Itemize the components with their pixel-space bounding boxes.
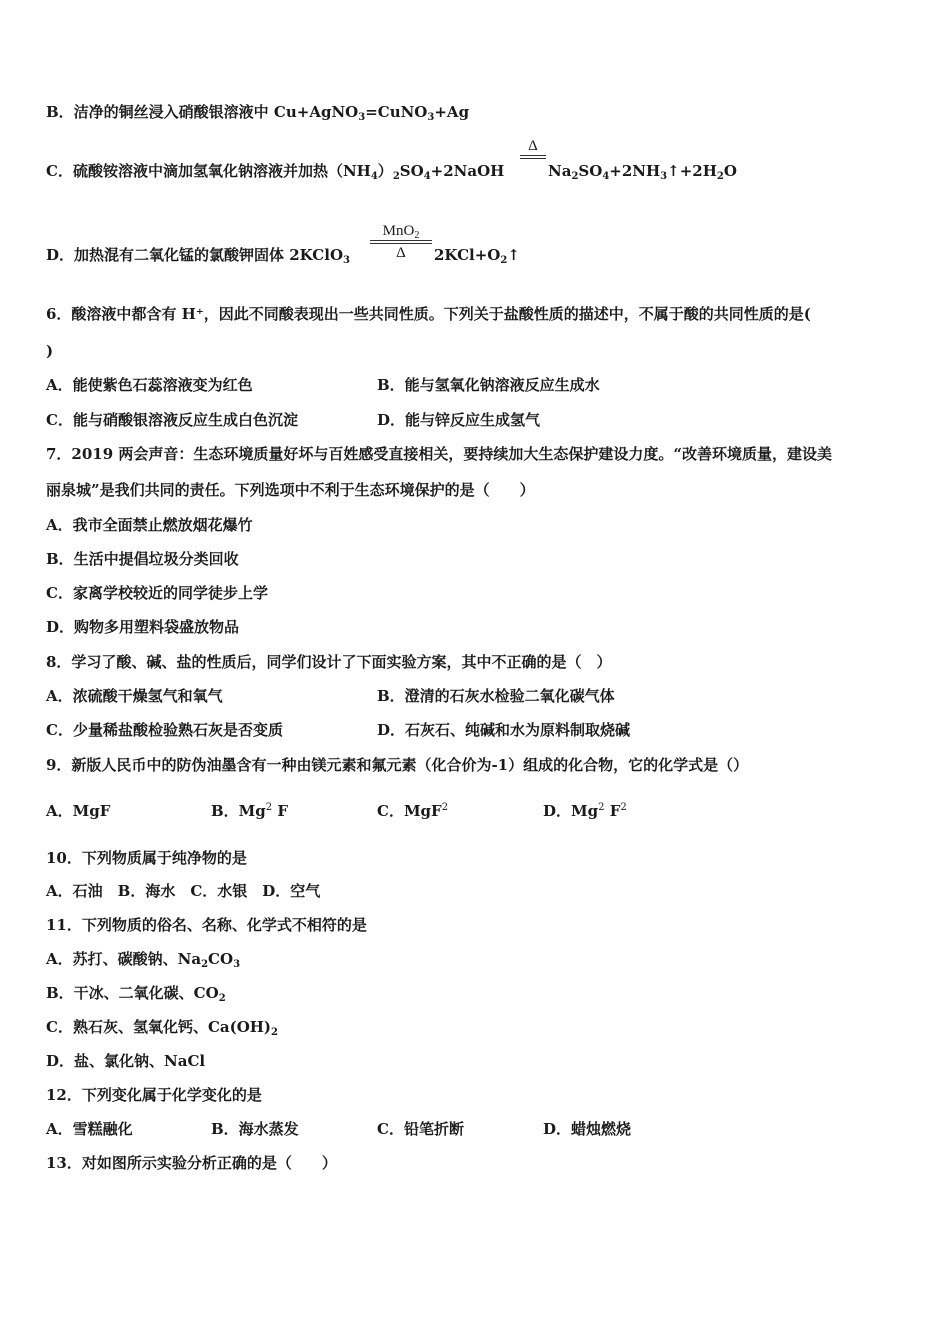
q9-option-a: A．MgF	[46, 802, 111, 820]
q5-option-c: C．硫酸铵溶液中滴加氢氧化钠溶液并加热$(NH_4)_2SO_4+2NaOH$	[46, 162, 505, 182]
q7-option-b: B．生活中提倡垃圾分类回收	[46, 550, 239, 568]
q7-stem-cont: 丽泉城”是我们共同的责任。下列选项中不利于生态环境保护的是（ ）	[46, 481, 535, 499]
q11-option-a: A．苏打、碳酸钠、$Na_2CO_3$	[46, 950, 241, 970]
q9-option-c: C．MgF$^2$	[377, 802, 449, 820]
q10-stem: 10．下列物质属于纯净物的是	[46, 849, 247, 867]
q7-option-d: D．购物多用塑料袋盛放物品	[46, 618, 240, 636]
q8-option-c: C．少量稀盐酸检验熟石灰是否变质	[46, 721, 283, 739]
q7-stem: 7．2019 两会声音：生态环境质量好坏与百姓感受直接相关，要持续加大生态保护建设力度。“改善环境质量，建设美	[46, 445, 833, 463]
q5-c-reaction-condition: Δ	[520, 137, 546, 159]
q8-stem: 8．学习了酸、碱、盐的性质后，同学们设计了下面实验方案，其中不正确的是（ ）	[46, 653, 612, 671]
q7-option-a: A．我市全面禁止燃放烟花爆竹	[46, 516, 253, 534]
q10-options: A．石油 B．海水 C．水银 D．空气	[46, 882, 321, 900]
q9-option-d: D．Mg$^2$ $F^2$	[543, 802, 627, 820]
q8-option-a: A．浓硫酸干燥氢气和氧气	[46, 687, 223, 705]
q12-stem: 12．下列变化属于化学变化的是	[46, 1086, 262, 1104]
q6-option-b: B．能与氢氧化钠溶液反应生成水	[377, 376, 600, 394]
q6-stem-cont: )	[46, 342, 54, 360]
q5-option-b: B．洁净的铜丝浸入硝酸银溶液中 Cu+AgNO$_3$=CuNO$_3$+Ag	[46, 103, 470, 123]
q5-d-reaction-condition: MnO$_2$ Δ	[370, 222, 432, 262]
q12-option-d: D．蜡烛燃烧	[543, 1120, 632, 1138]
q11-stem: 11．下列物质的俗名、名称、化学式不相符的是	[46, 916, 367, 934]
q13-stem: 13．对如图所示实验分析正确的是（ ）	[46, 1154, 337, 1172]
q5-d-products: $2KCl+O_2↑$	[434, 246, 520, 266]
q8-option-b: B．澄清的石灰水检验二氧化碳气体	[377, 687, 615, 705]
q7-option-c: C．家离学校较近的同学徒步上学	[46, 584, 268, 602]
q9-stem: 9．新版人民币中的防伪油墨含有一种由镁元素和氟元素（化合价为-1）组成的化合物，它的化学式是（）	[46, 756, 749, 774]
q8-option-d: D．石灰石、纯碱和水为原料制取烧碱	[377, 721, 631, 739]
q6-option-d: D．能与锌反应生成氢气	[377, 411, 541, 429]
q11-option-b: B．干冰、二氧化碳、$CO_2$	[46, 984, 226, 1004]
q12-option-b: B．海水蒸发	[211, 1120, 299, 1138]
q9-option-b: B．Mg$^2$ F	[211, 802, 289, 820]
q5-c-products: $Na_2SO_4+2NH_3↑+2H_2O$	[548, 162, 737, 182]
q12-option-a: A．雪糕融化	[46, 1120, 133, 1138]
q12-option-c: C．铅笔折断	[377, 1120, 464, 1138]
q6-option-a: A．能使紫色石蕊溶液变为红色	[46, 376, 253, 394]
q11-option-d: D．盐、氯化钠、NaCl	[46, 1052, 206, 1070]
q5-option-d: D．加热混有二氧化锰的氯酸钾固体 2KClO$_3$	[46, 246, 350, 266]
q6-option-c: C．能与硝酸银溶液反应生成白色沉淀	[46, 411, 298, 429]
q6-stem: 6．酸溶液中都含有 H⁺，因此不同酸表现出一些共同性质。下列关于盐酸性质的描述中，不属于酸的共同性质的是(	[46, 305, 811, 323]
q11-option-c: C．熟石灰、氢氧化钙、$Ca(OH)_2$	[46, 1018, 278, 1038]
